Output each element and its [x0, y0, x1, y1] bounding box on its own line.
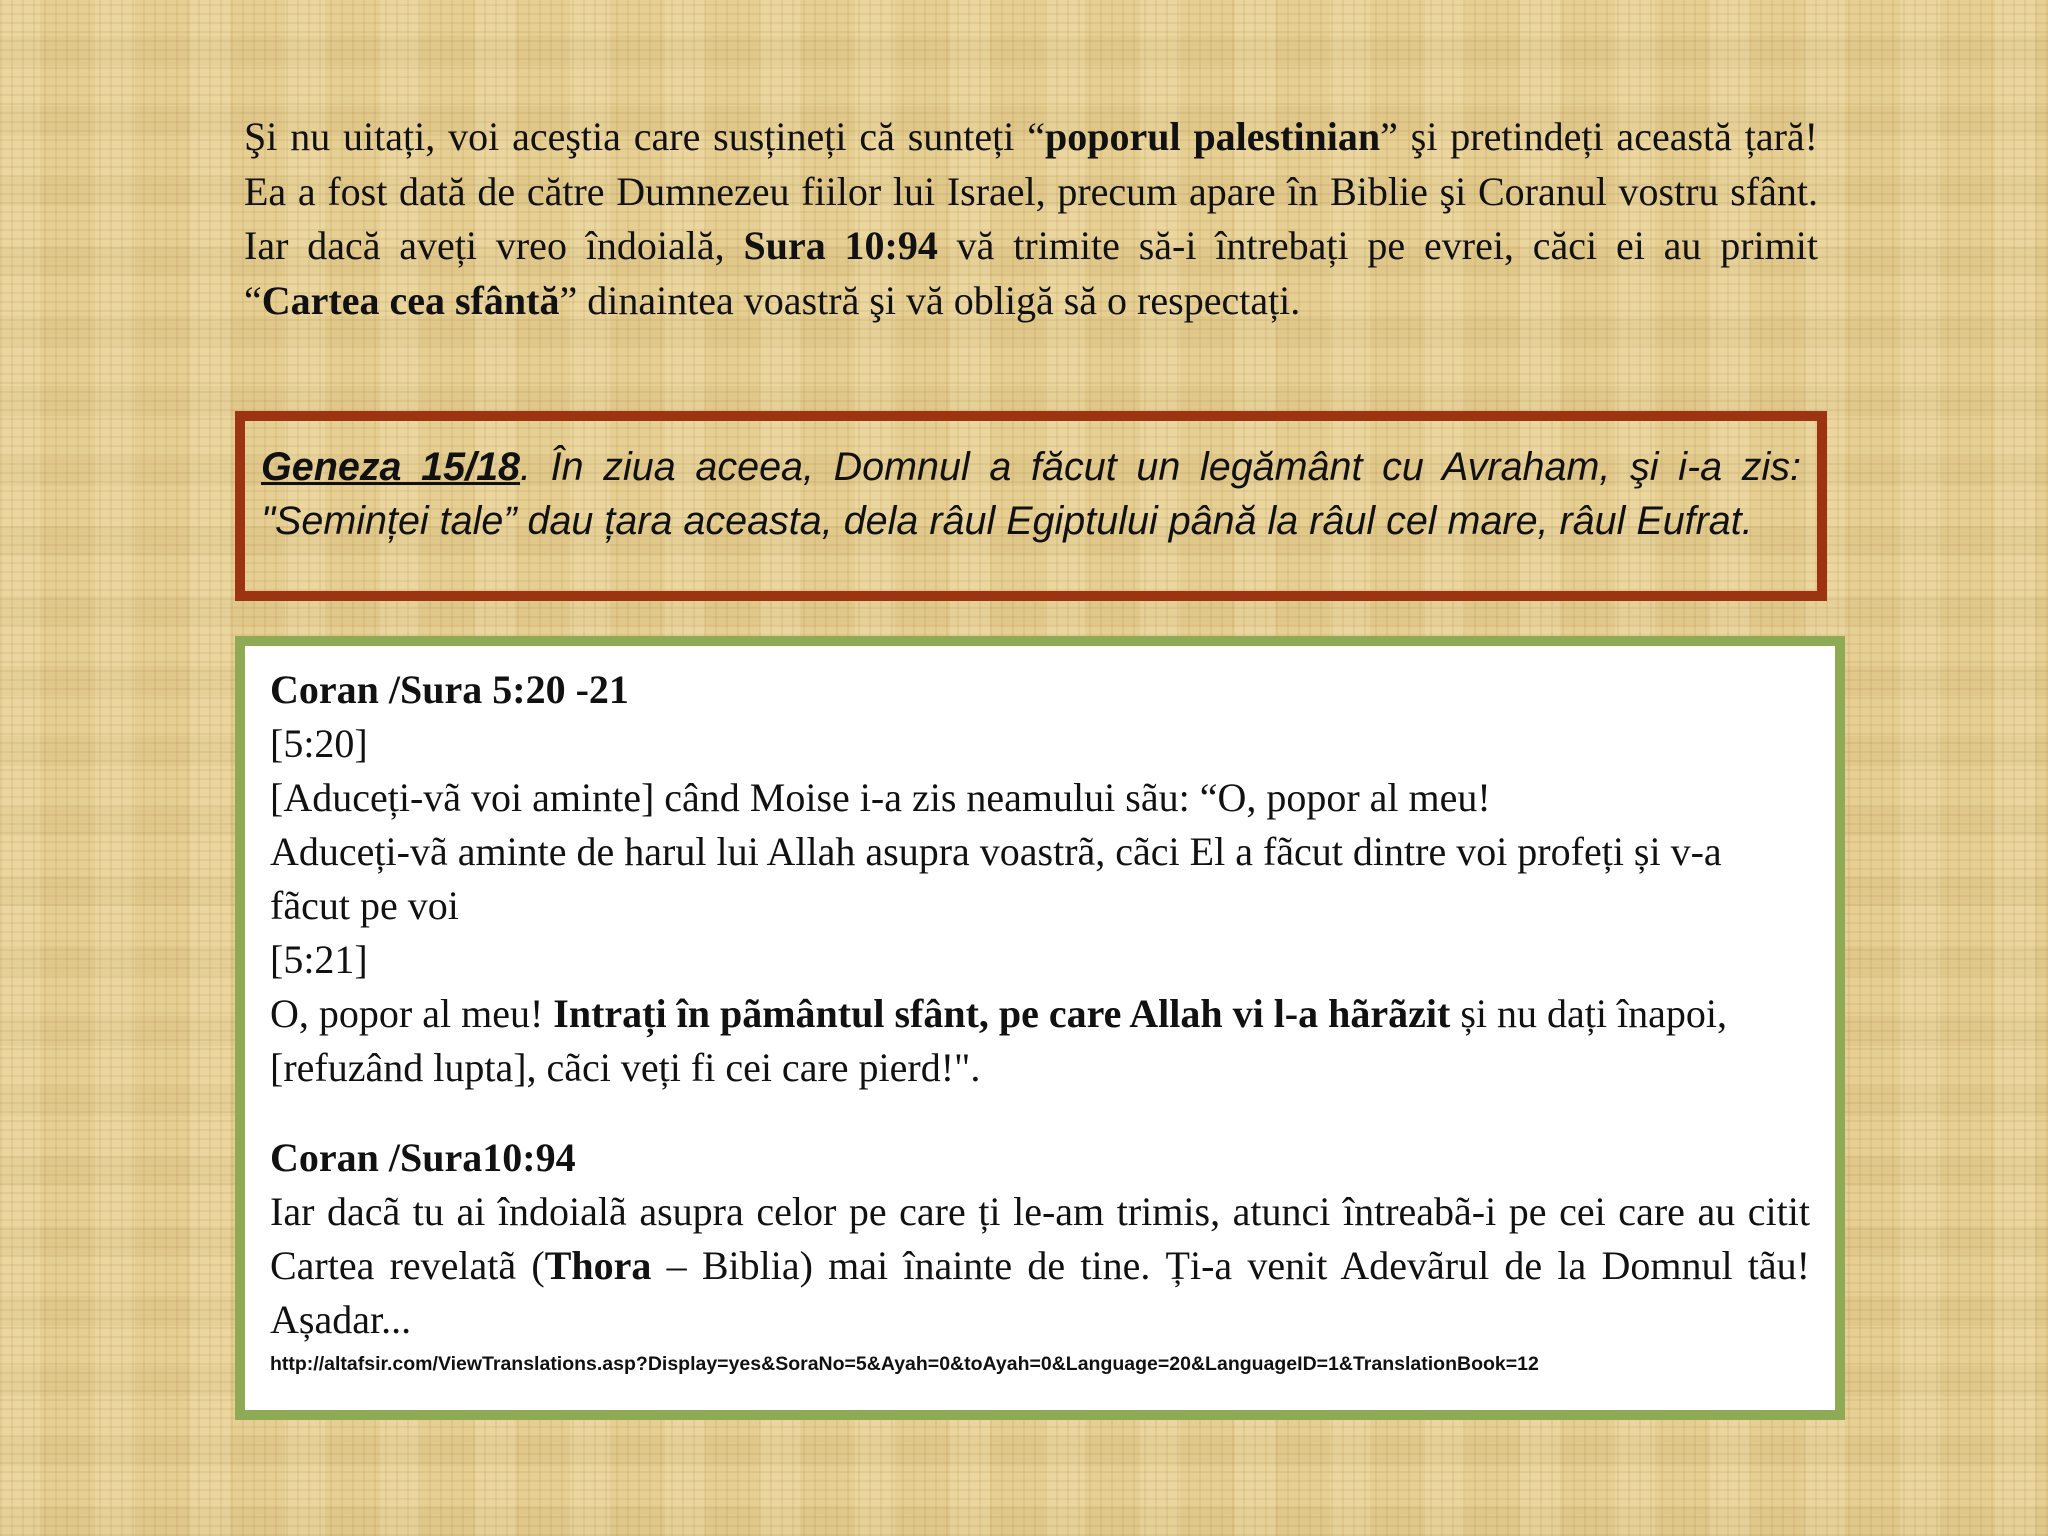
verse-10-94-bold: Thora — [544, 1243, 652, 1288]
verse-5-20-line2: Aduceți-vã aminte de harul lui Allah asupra voastrã, cãci El a fãcut dintre voi profeți și v-a fãcut pe voi — [270, 829, 1722, 928]
intro-text: ” dinaintea voastră şi vă obligă să o respectați. — [559, 277, 1301, 323]
intro-text: Şi nu uitați, voi aceştia care susțineți că sunteți “ — [244, 114, 1045, 159]
genesis-text: . În ziua aceea, Domnul a făcut un legământ cu Avraham, şi i-a zis: "Seminței tale” dau țara aceasta, dela râul Egiptului până la râul cel mare, râul Eufrat. — [261, 445, 1802, 543]
spacer — [270, 1095, 1810, 1131]
source-url-link[interactable]: http://altafsir.com/ViewTranslations.asp?Display=yes&SoraNo=5&Ayah=0&toAyah=0&Language=20&LanguageID=1&TranslationBook=12 — [270, 1353, 1539, 1375]
intro-bold-palestinian: poporul palestinian — [1044, 114, 1381, 159]
coran-sura-10-title: Coran /Sura10:94 — [270, 1135, 576, 1180]
coran-sura-5-title: Coran /Sura 5:20 -21 — [270, 667, 629, 712]
genesis-quote-box — [235, 411, 1827, 601]
intro-bold-cartea: Cartea cea sfântă — [261, 277, 560, 323]
verse-5-21-bold: Intrați în pãmântul sfânt, pe care Allah vi l-a hãrãzit — [553, 991, 1451, 1036]
genesis-reference: Geneza 15/18 — [261, 445, 521, 489]
intro-text: ” şi pretindeți această țară! Ea a fost dată de către Dumnezeu fiilor lui Israel, precum apare în Biblie şi Coranul vostru sfânt. Iar dacă aveți vreo îndoială, — [244, 114, 1818, 268]
intro-text: vă trimite să-i întrebați pe evrei, căci ei au primit “ — [244, 223, 1819, 323]
verse-10-94-text: Iar dacã tu ai îndoialã asupra celor pe care ți le-am trimis, atunci întreabã-i pe cei care au citit Cartea revelatã ( — [270, 1189, 1810, 1288]
intro-paragraph — [244, 110, 1818, 328]
verse-5-20-line1: [Aduceți-vã voi aminte] când Moise i-a zis neamului sãu: “O, popor al meu! — [270, 775, 1491, 820]
intro-bold-sura: Sura 10:94 — [743, 223, 938, 268]
coran-quote-box — [235, 636, 1845, 1420]
genesis-quote — [261, 440, 1801, 548]
verse-5-21-text: O, popor al meu! — [270, 991, 554, 1036]
verse-5-21 — [270, 987, 1810, 1095]
verse-label-5-21: [5:21] — [270, 937, 368, 982]
verse-label-5-20: [5:20] — [270, 721, 368, 766]
verse-10-94 — [270, 1185, 1810, 1347]
verse-5-21-text: și nu dați înapoi, [refuzând lupta], cãci veți fi cei care pierd!". — [270, 991, 1727, 1090]
verse-10-94-text: – Biblia) mai înainte de tine. Ți-a venit Adevãrul de la Domnul tãu! Așadar... — [270, 1243, 1810, 1342]
